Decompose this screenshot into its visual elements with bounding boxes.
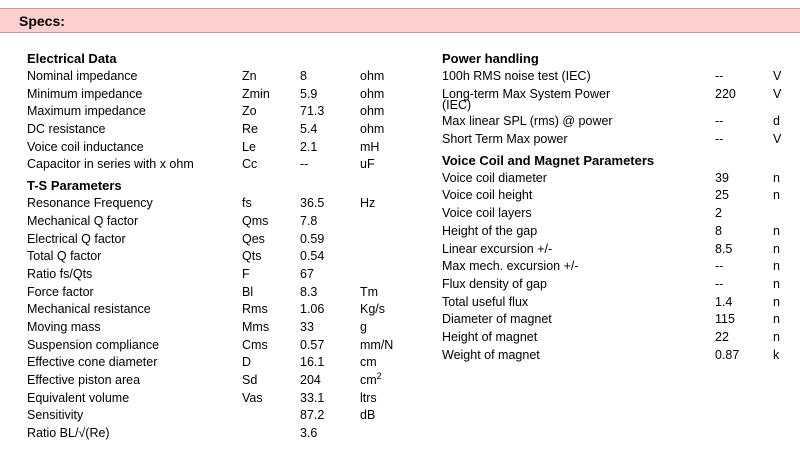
param-symbol: Bl <box>242 284 254 299</box>
param-value: 204 <box>300 373 321 387</box>
param-symbol: Zmin <box>242 86 270 101</box>
param-name: Short Term Max power <box>442 132 568 147</box>
spec-row <box>442 276 800 294</box>
param-unit-text: uF <box>360 157 375 172</box>
param-unit <box>360 301 385 319</box>
param-name: Max linear SPL (rms) @ power <box>442 114 613 129</box>
param-name: Force factor <box>27 284 94 299</box>
param-name: Height of magnet <box>442 329 538 344</box>
param-name: Mechanical Q factor <box>27 213 139 228</box>
param-value: 0.54 <box>300 249 325 264</box>
param-name: Linear excursion +/- <box>442 241 553 256</box>
param-name: Capacitor in series with x ohm <box>27 157 194 172</box>
param-unit <box>360 390 377 408</box>
specs-header-bar <box>0 8 800 33</box>
param-name: Minimum impedance <box>27 86 143 101</box>
param-name: Suspension compliance <box>27 337 160 352</box>
param-unit <box>360 139 379 157</box>
param-name: Voice coil inductance <box>27 139 144 154</box>
param-value: 0.57 <box>300 337 325 352</box>
spec-row <box>442 131 800 149</box>
param-unit-text: cm <box>360 373 377 387</box>
spec-row <box>27 121 385 139</box>
spec-row <box>27 68 385 86</box>
param-unit-text: dB <box>360 408 376 423</box>
param-value: 3.6 <box>300 426 318 441</box>
param-value: 33 <box>300 319 314 334</box>
param-value: 115 <box>715 312 735 327</box>
param-symbol: Qts <box>242 249 262 264</box>
param-name: Nominal impedance <box>27 69 138 83</box>
param-name: DC resistance <box>27 122 106 137</box>
param-symbol: Zo <box>242 104 257 119</box>
param-unit: d <box>773 114 780 129</box>
param-unit <box>360 284 378 302</box>
spec-row <box>27 231 325 249</box>
param-value: 36.5 <box>300 196 325 211</box>
spec-row <box>27 425 318 443</box>
param-unit-text: Hz <box>360 196 376 211</box>
param-unit: n <box>773 312 780 327</box>
param-value: -- <box>715 259 724 274</box>
param-name: Flux density of gap <box>442 276 547 291</box>
param-name: Maximum impedance <box>27 104 146 119</box>
param-symbol: Re <box>242 122 258 137</box>
spec-row <box>442 187 800 205</box>
param-unit-text: ohm <box>360 122 385 137</box>
spec-row <box>27 266 314 284</box>
param-value: 25 <box>715 188 729 203</box>
top-border <box>0 0 800 6</box>
param-name: Voice coil layers <box>442 206 532 221</box>
spec-row <box>27 213 318 231</box>
param-unit: n <box>773 241 780 256</box>
param-value: 71.3 <box>300 104 325 119</box>
param-value: -- <box>300 157 309 172</box>
param-unit-text: cm <box>360 355 377 370</box>
param-value: 67 <box>300 266 314 281</box>
param-value: 2.1 <box>300 139 318 154</box>
param-unit: V <box>773 69 782 83</box>
electrical-data-table <box>27 68 385 174</box>
param-symbol: Qes <box>242 231 265 246</box>
param-unit <box>360 372 382 390</box>
param-unit <box>360 319 367 337</box>
param-name: Total Q factor <box>27 249 102 264</box>
param-name: Weight of magnet <box>442 347 540 362</box>
spec-row <box>442 241 800 259</box>
param-unit <box>360 121 384 139</box>
param-name: 100h RMS noise test (IEC) <box>442 69 591 83</box>
spec-row <box>442 68 800 86</box>
spec-row <box>27 195 376 213</box>
spec-row <box>27 319 367 337</box>
param-value: 39 <box>715 170 729 185</box>
param-symbol: Cms <box>242 337 268 352</box>
power-handling-title: Power handling <box>442 51 539 66</box>
param-value: 87.2 <box>300 408 325 423</box>
spec-row <box>442 311 800 329</box>
param-unit-text: ltrs <box>360 390 377 405</box>
spec-row <box>27 301 386 319</box>
param-unit-text: ohm <box>360 69 385 83</box>
spec-row <box>27 407 376 425</box>
param-value: 1.4 <box>715 294 733 309</box>
spec-row <box>442 205 800 223</box>
param-unit-text: Tm <box>360 284 379 299</box>
spec-row <box>27 390 377 408</box>
param-unit: V <box>773 86 782 101</box>
param-name: Diameter of magnet <box>442 312 552 327</box>
param-unit: V <box>773 132 782 147</box>
param-unit: k <box>773 347 780 362</box>
param-unit: n <box>773 276 780 291</box>
spec-row <box>27 248 325 266</box>
param-name: Total useful flux <box>442 294 529 309</box>
param-value: 8 <box>715 223 722 238</box>
param-name: Sensitivity <box>27 408 84 423</box>
spec-row <box>442 294 800 312</box>
param-value: -- <box>715 69 724 83</box>
param-unit: n <box>773 259 780 274</box>
param-unit <box>360 337 393 355</box>
param-unit: n <box>773 170 780 185</box>
param-name: Electrical Q factor <box>27 231 126 246</box>
specs-title: Specs: <box>19 13 65 29</box>
param-unit <box>360 86 384 104</box>
voice-coil-magnet-title: Voice Coil and Magnet Parameters <box>442 152 655 168</box>
param-name: Ratio fs/Qts <box>27 266 93 281</box>
param-name: Ratio BL/√(Re) <box>27 426 110 441</box>
param-name: Effective piston area <box>27 373 141 387</box>
param-unit <box>360 103 384 121</box>
param-symbol: fs <box>242 196 252 211</box>
param-symbol: Qms <box>242 213 269 228</box>
spec-row <box>27 86 385 104</box>
spec-row <box>442 113 800 131</box>
param-value: 8.3 <box>300 284 318 299</box>
param-value: 0.59 <box>300 231 325 246</box>
param-value: 22 <box>715 329 729 344</box>
param-name: Voice coil diameter <box>442 170 547 185</box>
param-value: 7.8 <box>300 213 318 228</box>
spec-row <box>442 258 800 276</box>
param-unit: n <box>773 223 780 238</box>
param-unit: n <box>773 294 780 309</box>
spec-row <box>27 284 379 302</box>
param-name: Mechanical resistance <box>27 302 151 317</box>
spec-row <box>442 223 800 241</box>
param-symbol: F <box>242 266 250 281</box>
spec-row <box>442 347 800 365</box>
param-value: -- <box>715 114 724 129</box>
ts-parameters-title: T-S Parameters <box>27 178 122 194</box>
param-symbol: Cc <box>242 157 258 172</box>
spec-row <box>27 370 382 390</box>
param-symbol: Vas <box>242 390 263 405</box>
param-unit: n <box>773 188 780 203</box>
param-value: 5.9 <box>300 86 318 101</box>
ts-parameters-table <box>27 195 394 443</box>
param-value: 16.1 <box>300 355 325 370</box>
param-value: 0.87 <box>715 347 740 362</box>
param-name: Resonance Frequency <box>27 196 153 211</box>
param-unit-text: ohm <box>360 104 385 119</box>
param-symbol: Le <box>242 139 256 154</box>
param-value: 33.1 <box>300 390 325 405</box>
spec-row <box>27 337 394 355</box>
param-name: Moving mass <box>27 319 101 334</box>
power-handling-table <box>442 68 800 149</box>
param-symbol: Rms <box>242 302 268 317</box>
param-value: 2 <box>715 206 722 221</box>
spec-row <box>442 170 800 188</box>
spec-row <box>27 156 375 174</box>
param-unit <box>360 407 375 425</box>
param-unit-text: g <box>360 319 367 334</box>
param-unit-text: mm/N <box>360 337 394 352</box>
voice-coil-magnet-table <box>442 170 800 365</box>
param-name: Long-term Max System Power <box>442 86 611 101</box>
param-unit <box>360 68 384 86</box>
param-value: 5.4 <box>300 122 318 137</box>
param-unit <box>360 354 377 372</box>
param-value: -- <box>715 276 724 291</box>
param-value: 8.5 <box>715 241 733 256</box>
param-unit: n <box>773 329 780 344</box>
spec-row <box>442 329 800 347</box>
param-name: Height of the gap <box>442 223 538 238</box>
param-name: Equivalent volume <box>27 390 130 405</box>
param-unit-superscript: 2 <box>376 370 382 381</box>
spec-row <box>27 139 380 157</box>
param-name-continuation: (IEC) <box>442 98 472 113</box>
param-symbol: Zn <box>242 69 257 83</box>
param-unit-text: ohm <box>360 86 385 101</box>
param-unit <box>360 156 375 174</box>
param-symbol: Mms <box>242 319 270 334</box>
spec-row-continuation <box>442 99 800 113</box>
param-name: Effective cone diameter <box>27 355 158 370</box>
left-column <box>27 51 394 443</box>
param-value: 8 <box>300 69 307 83</box>
param-unit <box>360 195 375 213</box>
param-name: Max mech. excursion +/- <box>442 259 579 274</box>
electrical-data-title: Electrical Data <box>27 51 117 66</box>
right-column <box>442 51 800 364</box>
param-symbol: D <box>242 355 252 370</box>
param-symbol: Sd <box>242 373 258 387</box>
spec-row <box>27 103 385 121</box>
param-name: Voice coil height <box>442 188 533 203</box>
param-value: 1.06 <box>300 302 325 317</box>
spec-row <box>27 354 377 372</box>
param-value: 220 <box>715 86 736 101</box>
param-value: -- <box>715 132 724 147</box>
param-unit-text: Kg/s <box>360 302 386 317</box>
param-unit-text: mH <box>360 139 380 154</box>
